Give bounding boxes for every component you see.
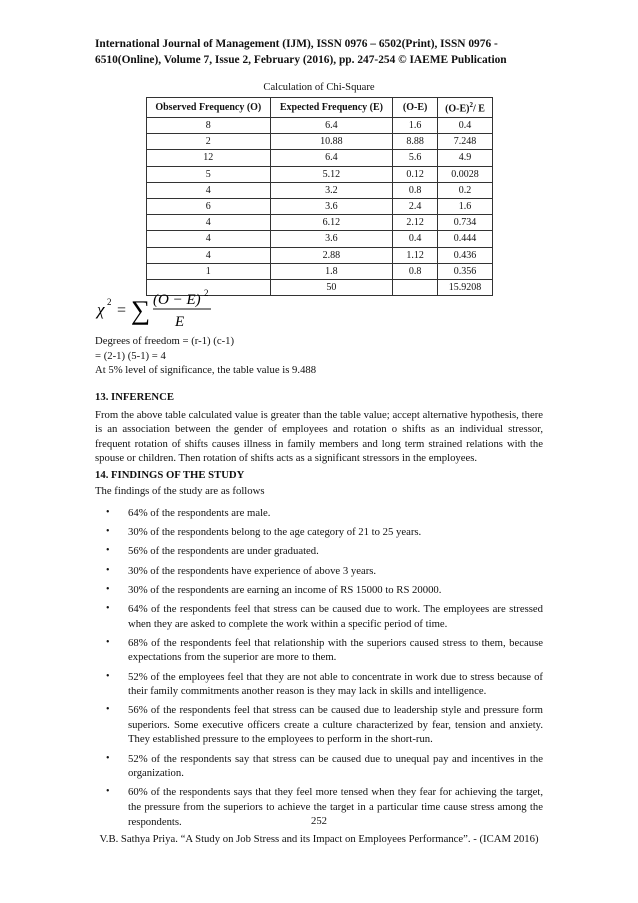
table-cell: 6.12 — [270, 215, 393, 231]
table-cell: 8 — [147, 118, 271, 134]
table-cell: 4 — [147, 182, 271, 198]
table-cell: 2.88 — [270, 247, 393, 263]
table-cell: 0.0028 — [438, 166, 493, 182]
bullet-icon: • — [106, 564, 110, 576]
formula-numerator: (O − E) — [153, 292, 201, 308]
list-item-text: 64% of the respondents feel that stress can be caused due to work. The employees are stressed when they are asked to complete the work within a specific period of time. — [128, 602, 543, 630]
list-item — [95, 564, 543, 579]
bullet-icon: • — [106, 670, 110, 682]
inference-section — [95, 390, 543, 466]
table-row — [147, 231, 493, 247]
list-item-text: 52% of the respondents say that stress can be caused due to unequal pay and incentives in the organization. — [128, 752, 543, 780]
list-item-text: 64% of the respondents are male. — [128, 507, 271, 519]
list-item — [95, 525, 543, 540]
col-observed: Observed Frequency (O) — [147, 98, 271, 118]
col-chi-term-exp: 2 — [469, 100, 474, 109]
table-row — [147, 118, 493, 134]
list-item-text: 60% of the respondents says that they feel more tensed when they fear for achieving the target, the pressure from the superiors to achieve the target in a particular time cause stress among the respondents. — [128, 786, 543, 828]
table-cell: 2 — [147, 134, 271, 150]
table-cell: 6.4 — [270, 150, 393, 166]
table-cell: 2.12 — [393, 215, 438, 231]
bullet-icon: • — [106, 545, 110, 557]
table-cell: 0.2 — [438, 182, 493, 198]
table-cell: 4 — [147, 247, 271, 263]
list-item-text: 30% of the respondents have experience of above 3 years. — [128, 564, 377, 577]
table-cell: 15.9208 — [438, 279, 493, 295]
table-cell: 0.356 — [438, 263, 493, 279]
table-header-row — [147, 98, 493, 118]
list-item — [95, 583, 543, 598]
table-cell: 1.6 — [438, 198, 493, 214]
list-item — [95, 636, 543, 665]
list-item — [95, 752, 543, 781]
table-cell: 1.12 — [393, 247, 438, 263]
journal-header-line-2: 6510(Online), Volume 7, Issue 2, February (2016), pp. 247-254 © IAEME Publication — [95, 54, 507, 66]
table-cell: 4 — [147, 231, 271, 247]
findings-section — [95, 468, 543, 498]
table-cell: 1.6 — [393, 118, 438, 134]
bullet-icon: • — [106, 602, 110, 614]
table-cell: 6 — [147, 198, 271, 214]
table-cell: 0.4 — [438, 118, 493, 134]
degrees-of-freedom-calc: = (2-1) (5-1) = 4 — [95, 349, 166, 362]
findings-list — [95, 506, 543, 834]
list-item — [95, 602, 543, 631]
list-item — [95, 670, 543, 699]
table-row — [147, 198, 493, 214]
table-cell: 3.2 — [270, 182, 393, 198]
col-chi-term-base: (O-E) — [445, 103, 470, 115]
table-cell: 5.12 — [270, 166, 393, 182]
list-item-text: 30% of the respondents are earning an income of RS 15000 to RS 20000. — [128, 583, 442, 596]
bullet-icon: • — [106, 583, 110, 595]
findings-heading: 14. FINDINGS OF THE STUDY — [95, 469, 245, 481]
page-number: 252 — [310, 815, 328, 827]
table-caption: Calculation of Chi-Square — [263, 82, 375, 93]
formula-equals: = — [117, 302, 127, 319]
table-cell: 0.8 — [393, 263, 438, 279]
degrees-of-freedom: Degrees of freedom = (r-1) (c-1) — [95, 335, 235, 347]
bullet-icon: • — [106, 786, 110, 798]
list-item-text: 52% of the employees feel that they are not able to concentrate in work due to stress because of their family commitments another reason is they may lack in skills and intelligence. — [128, 670, 543, 698]
table-cell: 0.734 — [438, 215, 493, 231]
table-row — [147, 247, 493, 263]
journal-header — [95, 36, 543, 68]
list-item — [95, 703, 543, 747]
table-row — [147, 150, 493, 166]
bullet-icon: • — [106, 636, 110, 648]
chi-square-formula — [95, 288, 255, 332]
col-o-minus-e: (O-E) — [393, 98, 438, 118]
col-chi-term-div: / E — [473, 103, 485, 115]
table-cell: 0.12 — [393, 166, 438, 182]
table-cell: 6.4 — [270, 118, 393, 134]
list-item — [95, 506, 543, 521]
bullet-icon: • — [106, 507, 110, 518]
col-chi-term — [438, 98, 493, 118]
list-item-text: 30% of the respondents belong to the age category of 21 to 25 years. — [128, 526, 422, 539]
page-footer: V.B. Sathya Priya. “A Study on Job Stress and its Impact on Employees Performance”. - (ICAM 2016) — [99, 833, 539, 845]
chi-square-table — [146, 97, 493, 296]
list-item — [95, 544, 543, 559]
table-cell: 10.88 — [270, 134, 393, 150]
table-cell: 0.8 — [393, 182, 438, 198]
stats-block — [95, 334, 543, 378]
table-cell: 12 — [147, 150, 271, 166]
table-cell: 50 — [270, 279, 393, 295]
formula-denominator: E — [175, 314, 185, 330]
formula-chi: χ — [97, 300, 105, 319]
table-value-text: At 5% level of significance, the table value is 9.488 — [95, 364, 317, 377]
table-cell — [393, 279, 438, 295]
formula-numerator-exp: 2 — [204, 288, 209, 298]
bullet-icon: • — [106, 704, 110, 716]
table-cell: 0.436 — [438, 247, 493, 263]
table-cell: 3.6 — [270, 231, 393, 247]
list-item-text: 56% of the respondents are under graduated. — [128, 545, 319, 558]
findings-intro: The findings of the study are as follows — [95, 484, 265, 497]
table-cell: 1 — [147, 263, 271, 279]
col-expected: Expected Frequency (E) — [270, 98, 393, 118]
table-cell: 5 — [147, 166, 271, 182]
table-cell: 1.8 — [270, 263, 393, 279]
inference-heading: 13. INFERENCE — [95, 391, 174, 403]
table-row — [147, 263, 493, 279]
table-cell: 2.4 — [393, 198, 438, 214]
formula-sigma: ∑ — [131, 295, 151, 325]
table-cell: 0.4 — [393, 231, 438, 247]
table-row — [147, 215, 493, 231]
journal-header-line-1: International Journal of Management (IJM), ISSN 0976 – 6502(Print), ISSN 0976 - — [95, 38, 498, 50]
inference-paragraph: From the above table calculated value is greater than the table value; accept alternative hypothesis, there is an association between the gender of employees and rotation o shifts as an individual stressor, frequent rotation of shifts causes illness in family members and long term strained relations with the spouse or children. Then rotation of shifts acts as a significant stressors in the employees. — [95, 408, 543, 465]
table-cell: 7.248 — [438, 134, 493, 150]
table-cell: 8.88 — [393, 134, 438, 150]
table-cell: 3.6 — [270, 198, 393, 214]
table-row — [147, 134, 493, 150]
table-cell: 5.6 — [393, 150, 438, 166]
table-cell: 4 — [147, 215, 271, 231]
table-row — [147, 182, 493, 198]
table-cell: 0.444 — [438, 231, 493, 247]
table-row — [147, 166, 493, 182]
bullet-icon: • — [106, 752, 110, 764]
list-item-text: 56% of the respondents feel that stress can be caused due to leadership style and pressure form superiors. Some executive officers create a culture characterized by fear, tension and anxiety. They established pressure to the employees to perform in the short-run. — [128, 704, 543, 746]
formula-chi-exp: 2 — [107, 297, 112, 307]
list-item-text: 68% of the respondents feel that relationship with the superiors caused stress to them, because expectations from the superior are more to them. — [128, 636, 543, 664]
bullet-icon: • — [106, 526, 110, 538]
table-cell: 4.9 — [438, 150, 493, 166]
